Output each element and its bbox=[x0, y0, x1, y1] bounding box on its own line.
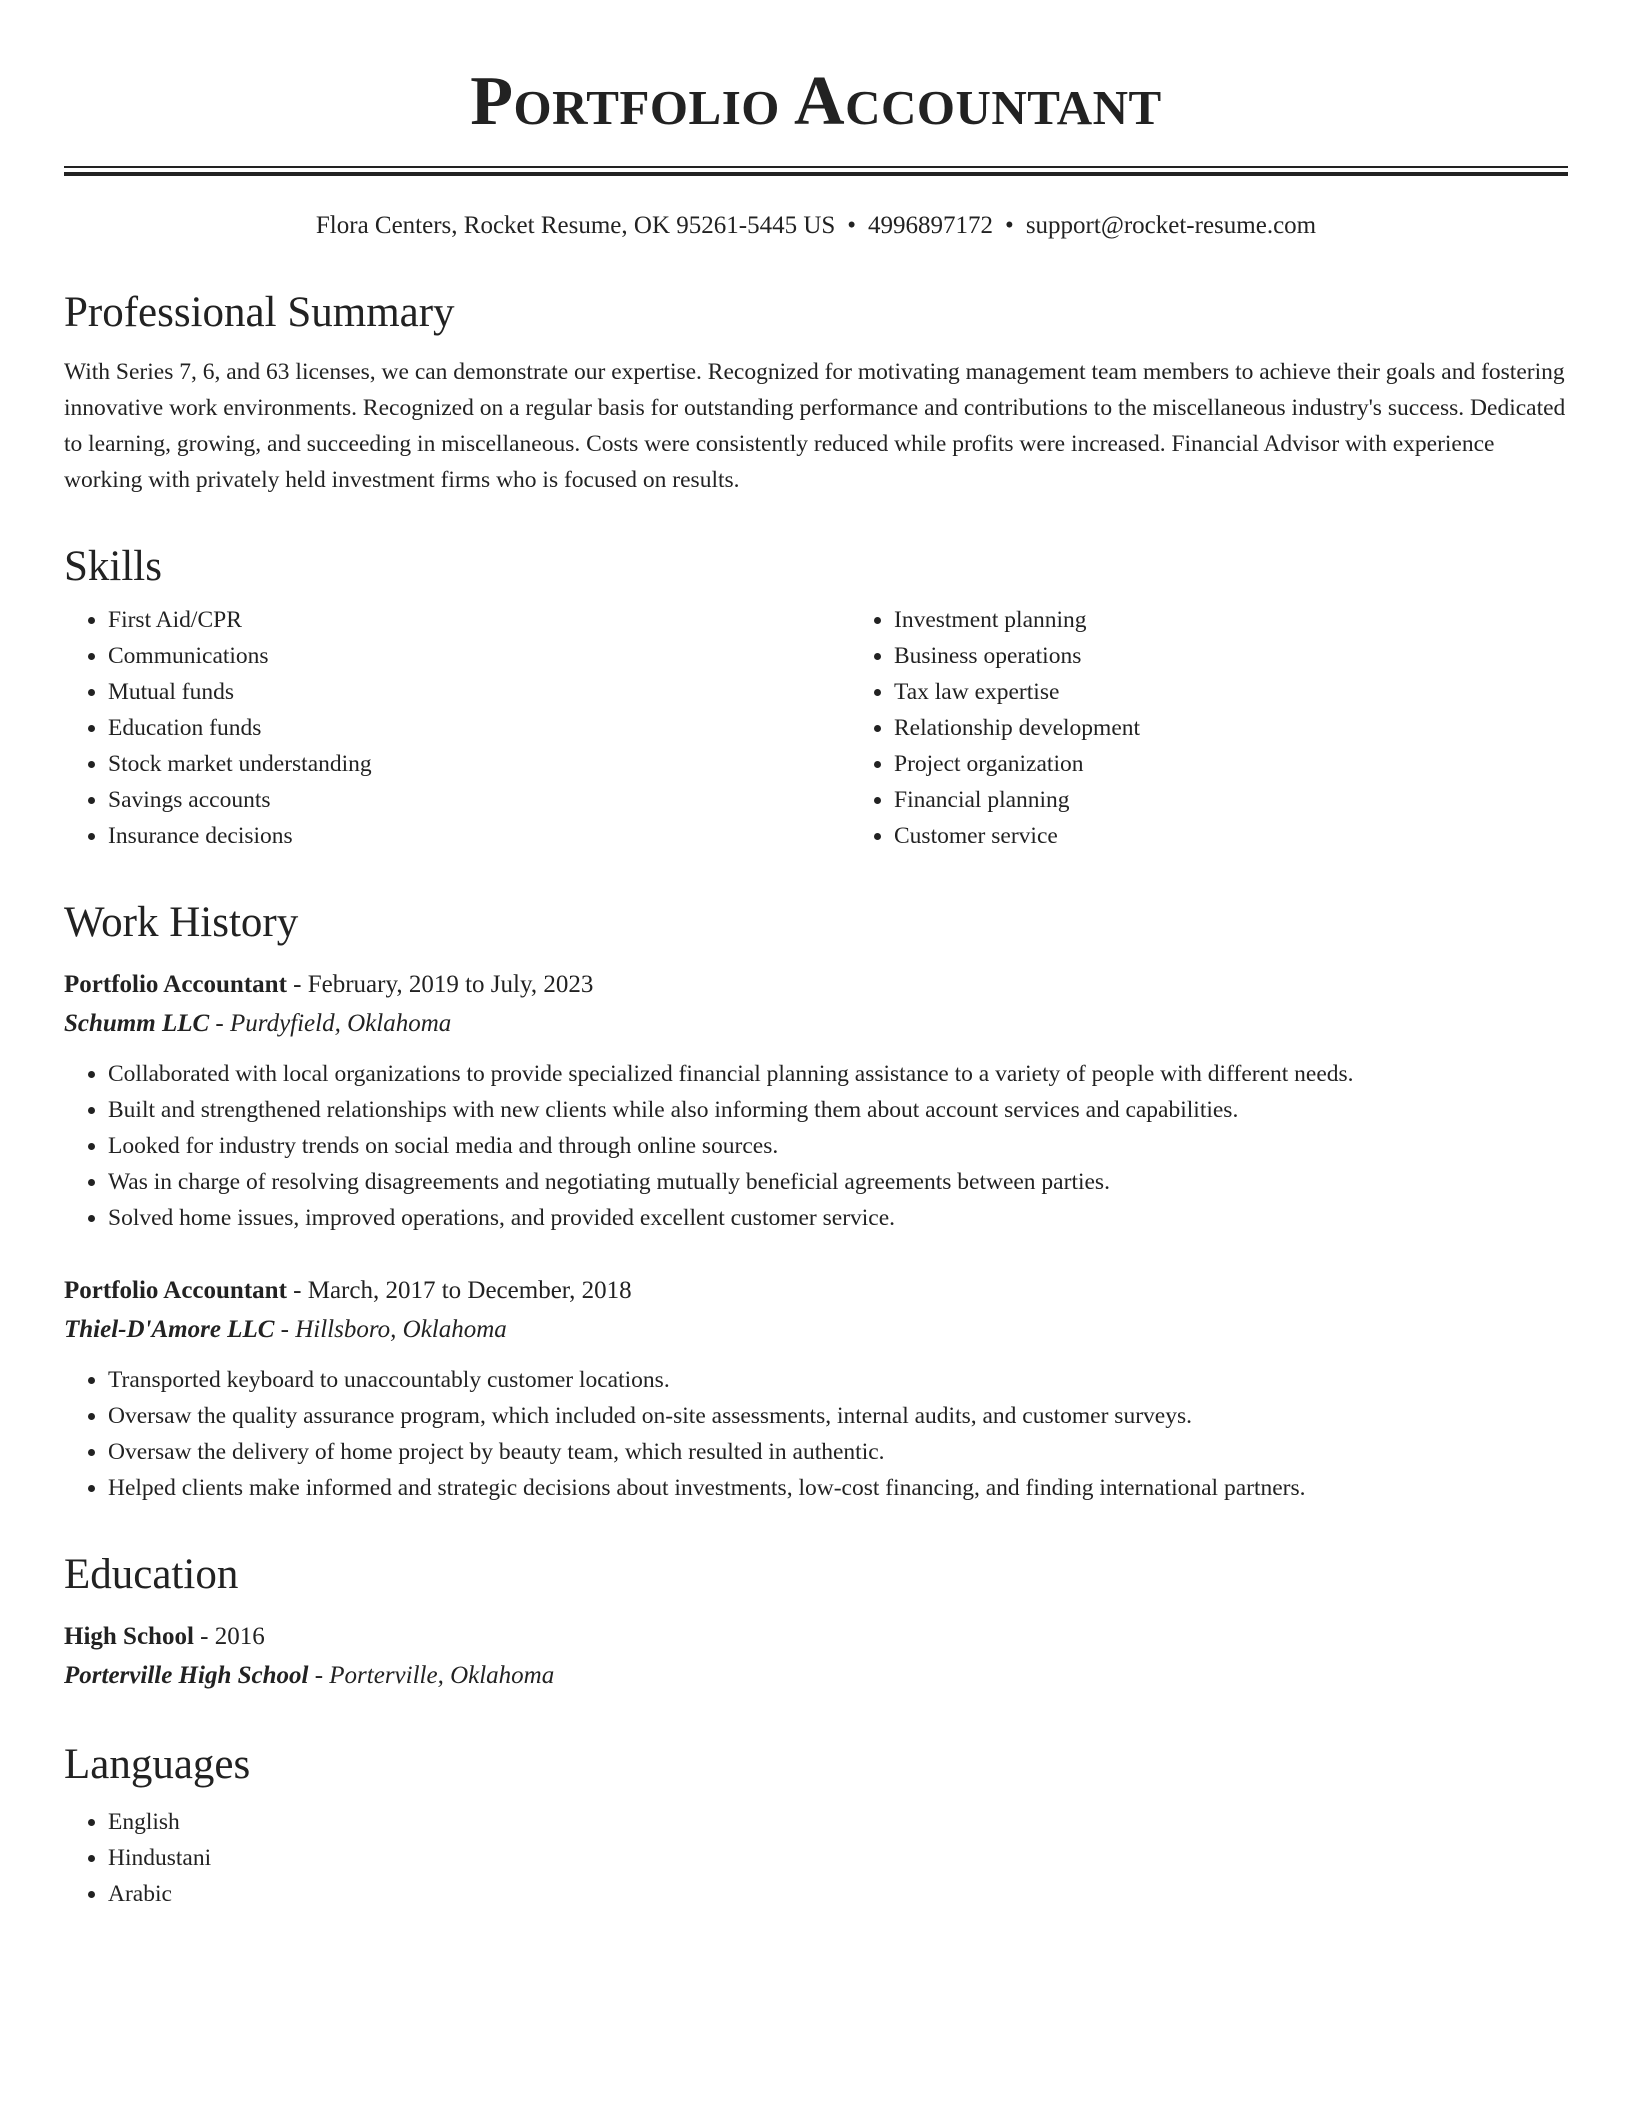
job-title-line bbox=[64, 1272, 1568, 1310]
job-title: Portfolio Accountant bbox=[64, 1277, 287, 1304]
dash: - bbox=[308, 1662, 330, 1689]
job-dates: March, 2017 to December, 2018 bbox=[307, 1277, 632, 1304]
job-location: Hillsboro, Oklahoma bbox=[295, 1316, 507, 1343]
summary-section bbox=[64, 288, 1568, 498]
skill-item: • Education funds bbox=[108, 710, 850, 746]
job-bullet: • Transported keyboard to unaccountably customer locations. bbox=[108, 1362, 1568, 1398]
education-section bbox=[64, 1550, 1568, 1696]
contact-separator: • bbox=[1005, 212, 1014, 239]
job-bullet: • Oversaw the quality assurance program, which included on-site assessments, internal audits, and customer surveys. bbox=[108, 1398, 1568, 1434]
languages-list bbox=[64, 1804, 1568, 1912]
job-bullet: • Was in charge of resolving disagreements and negotiating mutually beneficial agreements between parties. bbox=[108, 1164, 1568, 1200]
skill-item: • Financial planning bbox=[894, 782, 1632, 818]
education-location: Porterville, Oklahoma bbox=[329, 1662, 555, 1689]
education-entry bbox=[64, 1618, 1568, 1696]
contact-phone: 4996897172 bbox=[868, 212, 994, 239]
job-title: Portfolio Accountant bbox=[64, 971, 287, 998]
languages-heading: Languages bbox=[64, 1741, 251, 1788]
skill-item: • Business operations bbox=[894, 638, 1632, 674]
job-bullet: • Looked for industry trends on social media and through online sources. bbox=[108, 1128, 1568, 1164]
dash: - bbox=[274, 1316, 296, 1343]
job-bullets bbox=[64, 1362, 1568, 1506]
skills-list-left bbox=[64, 602, 850, 854]
skills-section bbox=[64, 542, 1568, 854]
skill-item: • First Aid/CPR bbox=[108, 602, 850, 638]
job-bullet: • Helped clients make informed and strategic decisions about investments, low-cost financing, and finding international partners. bbox=[108, 1470, 1568, 1506]
job-company-line bbox=[64, 1004, 1568, 1044]
skill-item: • Communications bbox=[108, 638, 850, 674]
skill-item: • Customer service bbox=[894, 818, 1632, 854]
education-school: Porterville High School bbox=[64, 1662, 309, 1689]
resume-name: Portfolio Accountant bbox=[470, 63, 1162, 140]
language-item: • Arabic bbox=[108, 1876, 1568, 1912]
job-bullet: • Solved home issues, improved operations, and provided excellent customer service. bbox=[108, 1200, 1568, 1236]
job-title-line bbox=[64, 966, 1568, 1004]
education-year: 2016 bbox=[214, 1623, 265, 1650]
skill-item: • Stock market understanding bbox=[108, 746, 850, 782]
language-item: • English bbox=[108, 1804, 1568, 1840]
education-degree-line bbox=[64, 1618, 1568, 1656]
summary-text: With Series 7, 6, and 63 licenses, we can demonstrate our expertise. Recognized for motivating management team members to achieve their goals and fostering innovative work environments. Recognized on a regular basis for outstanding performance and contributions to the miscellaneous industry's success. Dedicated to learning, growing, and succeeding in miscellaneous. Costs were consistently reduced while profits were increased. Financial Advisor with experience working with privately held investment firms who is focused on results. bbox=[64, 359, 1566, 493]
dash: - bbox=[286, 1277, 308, 1304]
contact-address: Flora Centers, Rocket Resume, OK 95261-5445 US bbox=[315, 212, 836, 239]
contact-separator: • bbox=[847, 212, 857, 239]
dash: - bbox=[209, 1010, 230, 1037]
skill-item: • Project organization bbox=[894, 746, 1632, 782]
summary-heading: Professional Summary bbox=[64, 289, 455, 336]
language-item: • Hindustani bbox=[108, 1840, 1568, 1876]
job-company: Thiel-D'Amore LLC bbox=[64, 1316, 275, 1343]
job-bullets bbox=[64, 1056, 1568, 1236]
skill-item: • Mutual funds bbox=[108, 674, 850, 710]
job-entry bbox=[64, 966, 1568, 1236]
job-dates: February, 2019 to July, 2023 bbox=[307, 971, 594, 998]
skill-item: • Investment planning bbox=[894, 602, 1632, 638]
skills-list-right bbox=[850, 602, 1632, 854]
education-degree: High School bbox=[64, 1623, 194, 1650]
languages-section bbox=[64, 1740, 1568, 1912]
skills-columns bbox=[64, 602, 1568, 854]
contact-email: support@rocket-resume.com bbox=[1025, 212, 1317, 239]
dash: - bbox=[193, 1623, 215, 1650]
skill-item: • Insurance decisions bbox=[108, 818, 850, 854]
contact-line bbox=[64, 210, 1568, 242]
job-company: Schumm LLC bbox=[64, 1010, 210, 1037]
dash: - bbox=[286, 971, 308, 998]
job-bullet: • Oversaw the delivery of home project by beauty team, which resulted in authentic. bbox=[108, 1434, 1568, 1470]
skill-item: • Tax law expertise bbox=[894, 674, 1632, 710]
education-school-line bbox=[64, 1656, 1568, 1696]
education-heading: Education bbox=[64, 1551, 239, 1598]
job-bullet: • Collaborated with local organizations to provide specialized financial planning assistance to a variety of people with different needs. bbox=[108, 1056, 1568, 1092]
job-entry bbox=[64, 1272, 1568, 1506]
job-company-line bbox=[64, 1310, 1568, 1350]
skill-item: • Relationship development bbox=[894, 710, 1632, 746]
skills-heading: Skills bbox=[64, 543, 162, 590]
work-history-section bbox=[64, 898, 1568, 1506]
job-location: Purdyfield, Oklahoma bbox=[230, 1010, 452, 1037]
skill-item: • Savings accounts bbox=[108, 782, 850, 818]
job-bullet: • Built and strengthened relationships with new clients while also informing them about account services and capabilities. bbox=[108, 1092, 1568, 1128]
header-divider bbox=[64, 166, 1568, 176]
work-history-heading: Work History bbox=[64, 899, 299, 946]
